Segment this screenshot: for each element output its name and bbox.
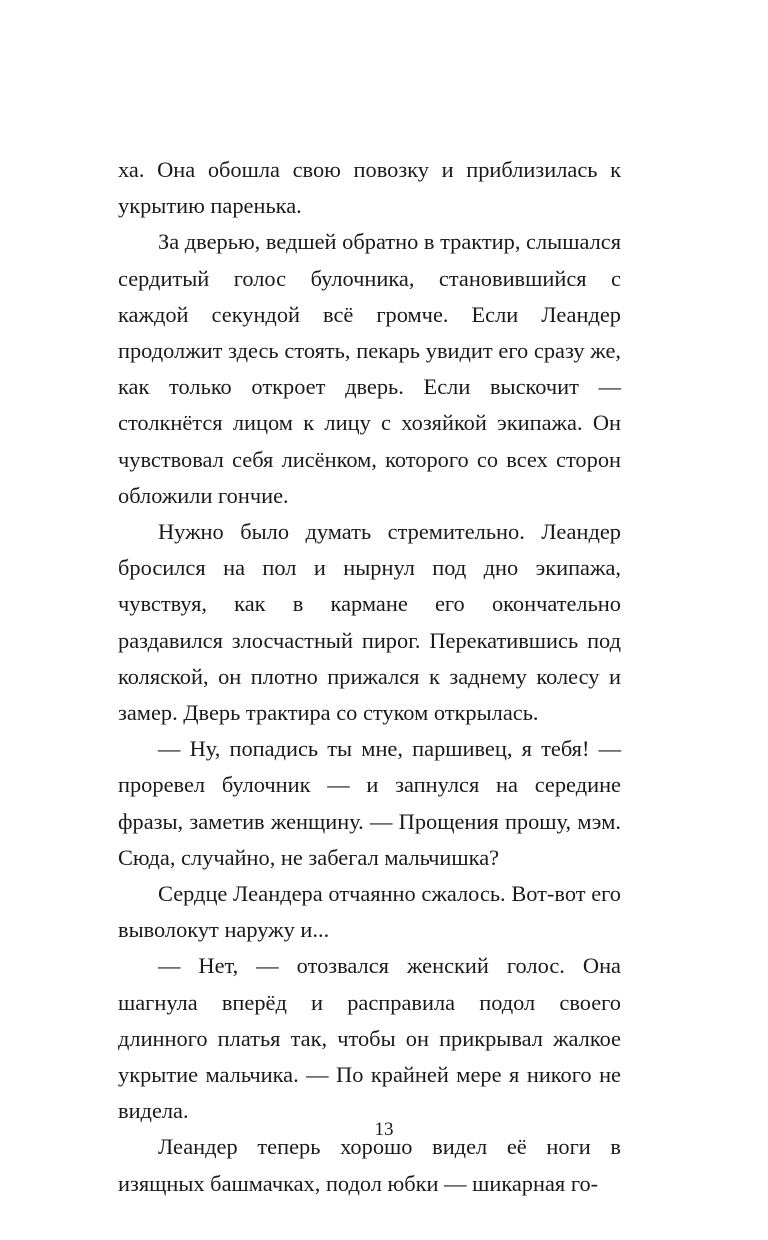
body-text <box>118 152 621 1202</box>
paragraph: Леандер теперь хорошо видел её ноги в изящных башмачках, подол юбки — шикарная го- <box>118 1134 621 1196</box>
paragraph: Нужно было думать стремительно. Леандер бросился на пол и нырнул под дно экипажа, чувствуя, как в кармане его окончательно раздавился злосчастный пирог. Перекатившись под коляской, он плотно прижался к заднему колесу и замер. Дверь трактира со стуком открылась. <box>118 519 621 726</box>
page-number: 13 <box>374 1119 394 1140</box>
paragraph: — Нет, — отозвался женский голос. Она шагнула вперёд и расправила подол своего длинного платья так, чтобы он прикрывал жалкое укрытие мальчика. — По крайней мере я никого не видела. <box>118 953 621 1124</box>
paragraph: Сердце Леандера отчаянно сжалось. Вот-вот его выволокут наружу и... <box>118 881 621 943</box>
paragraph: За дверью, ведшей обратно в трактир, слышался сердитый голос булочника, становившийся с каждой секундой всё громче. Если Леандер продолжит здесь стоять, пекарь увидит его сразу же, как только откроет дверь. Если выскочит — столкнётся лицом к лицу с хозяйкой экипажа. Он чувствовал себя лисёнком, которого со всех сторон обложили гончие. <box>118 229 621 508</box>
paragraph: ха. Она обошла свою повозку и приблизилась к укрытию паренька. <box>118 157 621 219</box>
paragraph: — Ну, попадись ты мне, паршивец, я тебя! — проревел булочник — и запнулся на середине фразы, заметив женщину. — Прощения прошу, мэм. Сюда, случайно, не забегал мальчишка? <box>118 736 621 870</box>
